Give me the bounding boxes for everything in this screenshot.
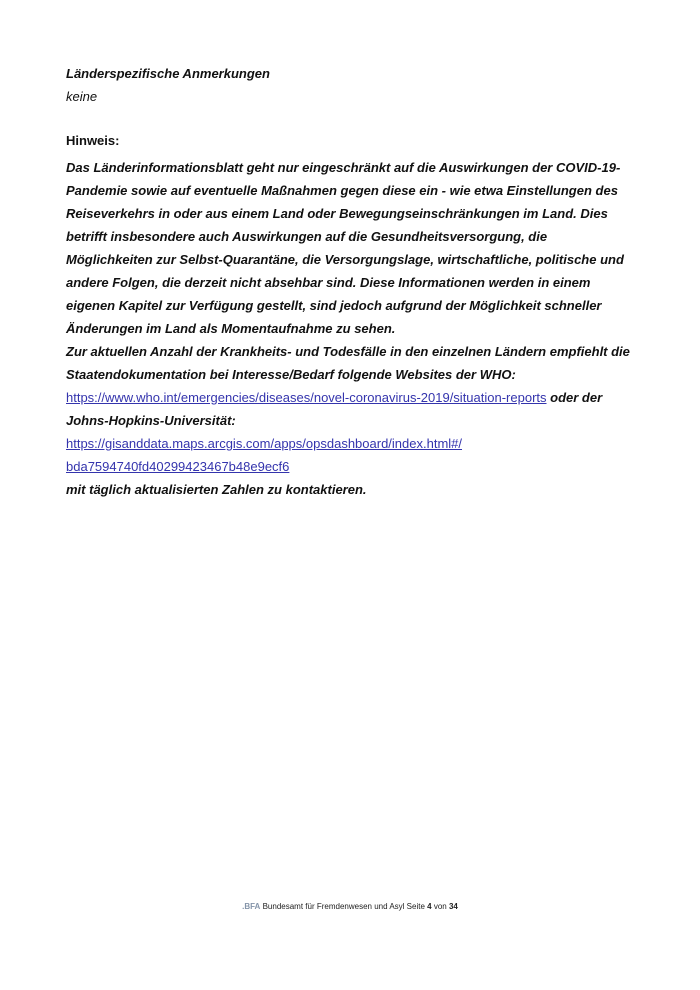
text-run: mit täglich aktualisierten Zahlen zu kontaktieren. [66,482,367,497]
notice-line-4 [66,225,641,248]
notice-paragraph [66,156,641,501]
notice-heading: Hinweis: [66,133,120,148]
footer-organization: Bundesamt für Fremdenwesen und Asyl [262,902,405,911]
text-run: betrifft insbesondere auch Auswirkungen auf die Gesundheitsversorgung, die [66,229,548,244]
notice-line-2 [66,179,641,202]
notice-line-7 [66,294,641,317]
notice-line-6 [66,271,641,294]
notice-line-9 [66,340,641,363]
country-notes-value: keine [66,89,98,104]
text-run: Pandemie sowie auf eventuelle Maßnahmen gegen diese ein - wie etwa Einstellungen des [66,183,618,198]
notice-line-5 [66,248,641,271]
country-notes-heading: Länderspezifische Anmerkungen [66,66,270,81]
spacer [66,108,641,129]
footer-page-label: Seite [406,902,425,911]
notice-line-15 [66,478,641,501]
notice-line-8 [66,317,641,340]
text-run: Staatendokumentation bei Interesse/Bedarf folgende Websites der WHO: [66,367,516,382]
text-run: Zur aktuellen Anzahl der Krankheits- und Todesfälle in den einzelnen Ländern empfiehlt die [66,344,630,359]
text-run: Das Länderinformationsblatt geht nur eingeschränkt auf die Auswirkungen der COVID-19- [66,160,621,175]
notice-line-3 [66,202,641,225]
footer-total-pages: 34 [448,902,458,911]
notice-line-12 [66,409,641,432]
page-footer [0,901,700,912]
notice-line-14 [66,455,641,478]
bfa-logo: .BFA [242,902,261,911]
notice-line-11 [66,386,641,409]
jhu-dashboard-link-line1[interactable]: https://gisanddata.maps.arcgis.com/apps/opsdashboard/index.html#/ [66,436,463,451]
jhu-dashboard-link-line2[interactable]: bda7594740fd40299423467b48e9ecf6 [66,459,290,474]
who-situation-reports-link[interactable]: https://www.who.int/emergencies/diseases/novel-coronavirus-2019/situation-reports [66,390,547,405]
notice-line-10 [66,363,641,386]
text-run: Änderungen im Land als Momentaufnahme zu sehen. [66,321,396,336]
notice-line-1 [66,156,641,179]
footer-page-number: 4 [427,902,432,911]
text-run: Möglichkeiten zur Selbst-Quarantäne, die Versorgungslage, wirtschaftliche, politische und [66,252,624,267]
text-run: eigenen Kapitel zur Verfügung gestellt, sind jedoch aufgrund der Möglichkeit schneller [66,298,602,313]
text-run: Reiseverkehrs in oder aus einem Land oder Bewegungseinschränkungen im Land. Dies [66,206,608,221]
text-run: oder der [546,390,603,405]
footer-of-label: von [433,902,447,911]
notice-line-13 [66,432,641,455]
page-content [66,62,641,501]
text-run: andere Folgen, die derzeit nicht absehbar sind. Diese Informationen werden in einem [66,275,591,290]
text-run: Johns-Hopkins-Universität: [66,413,236,428]
